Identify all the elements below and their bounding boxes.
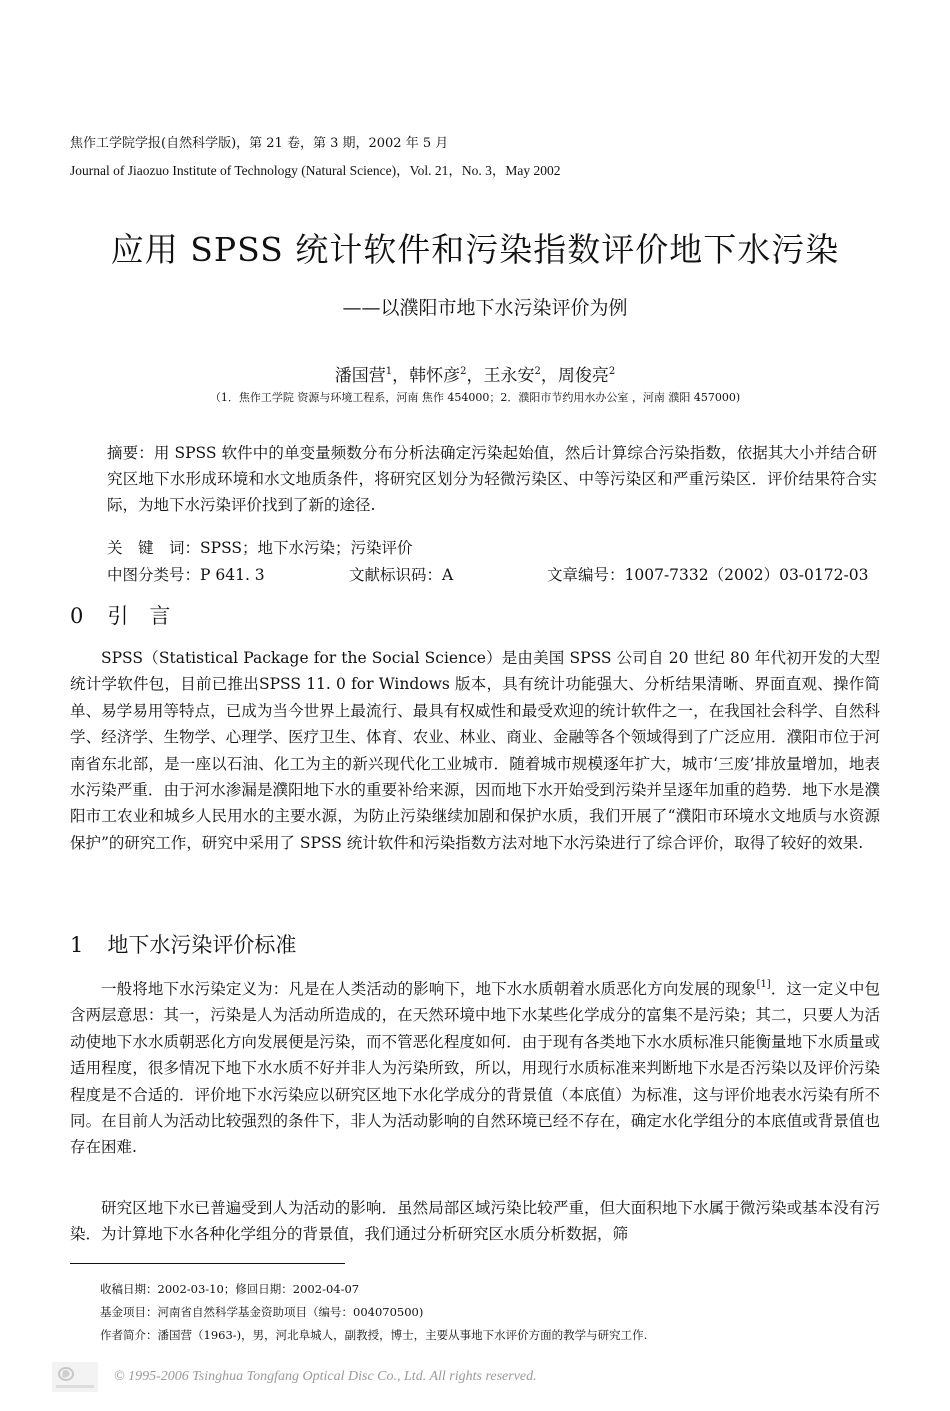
article-subtitle: ——以濮阳市地下水污染评价为例 [342,297,628,319]
paragraph: SPSS（Statistical Package for the Social Science）是由美国 SPSS 公司自 20 世纪 80 年代初开发的大型统计学软件包，目前已推出SPSS 11. 0 for Windows 版本，具有统计功能强大、分析结果清晰、界面直观、操作简单、易学易用等特点，已成为当今世界上最流行、最具有权威性和最受欢迎的统计软件之一，在我国社会科学、自然科学、经济学、生物学、心理学、医疗卫生、体育、农业、林业、商业、金融等各个领域得到了广泛应用．濮阳市位于河南省东北部，是一座以石油、化工为主的新兴现代化工业城市．随着城市规模逐年扩大，城市‘三废’排放量增加，地表水污染严重．由于河水渗漏是濮阳地下水的重要补给来源，因而地下水开始受到污染并呈逐年加重的趋势．地下水是濮阳市工农业和城乡人民用水的主要水源，为防止污染继续加剧和保护水质，我们开展了“濮阳市环境水文地质与水资源保护”的研究工作，研究中采用了 SPSS 统计软件和污染指数方法对地下水污染进行了综合评价，取得了较好的效果. [70,649,880,852]
author-affiliation-mark: 2 [608,366,616,377]
keywords [107,535,877,561]
paragraph-text: ．这一定义中包含两层意思：其一，污染是人为活动所造成的，在天然环境中地下水某些化学成分的富集不是污染；其二，只要人为活动使地下水水质朝恶化方向发展便是污染，而不管恶化程度如何．由于现有各类地下水水质标准只能衡量地下水质量或适用程度，很多情况下地下水水质不好并非人为污染所致，所以，用现行水质标准来判断地下水是否污染以及评价污染程度是不合适的．评价地下水污染应以研究区地下水化学成分的背景值（本底值）为标准，这与评价地表水污染有所不同。在目前人为活动比较强烈的条件下，非人为活动影响的自然环境已经不存在，确定水化学组分的本底值或背景值也存在困难. [70,980,880,1157]
author-name: 王永安 [483,366,535,386]
footnote-divider [70,1263,345,1264]
journal-header-chinese: 焦作工学院学报(自然科学版)，第 21 卷，第 3 期，2002 年 5 月 [70,136,449,151]
section-heading-introduction [70,601,170,631]
publisher-logo-icon [52,1362,98,1392]
section-heading-standards [70,930,296,960]
section-number: 1 [70,933,84,957]
abstract [107,440,877,518]
article-title: 应用 SPSS 统计软件和污染指数评价地下水污染 [110,230,840,269]
citation-reference: [1] [756,979,771,990]
author-affiliation-mark: 1 [385,366,393,377]
clc-number: 中图分类号：P 641. 3 [107,566,265,584]
affiliations: （1．焦作工学院 资源与环境工程系，河南 焦作 454000；2．濮阳市节约用水办公室 ，河南 濮阳 457000) [209,391,741,404]
footnote-fund: 基金项目：河南省自然科学基金资助项目（编号：004070500) [100,1305,424,1319]
abstract-text: 用 SPSS 软件中的单变量频数分布分析法确定污染起始值，然后计算综合污染指数，依据其大小并结合研究区地下水形成环境和水文地质条件，将研究区划分为轻微污染区、中等污染区和严重污染区．评价结果符合实际，为地下水污染评价找到了新的途径. [107,444,877,514]
author-name: 周俊亮 [557,366,609,386]
article-number: 文章编号：1007-7332（2002）03-0172-03 [547,566,869,584]
author-name: 潘国营 [334,366,386,386]
author-affiliation-mark: 2 [534,366,541,377]
document-code: 文献标识码：A [349,566,454,584]
paragraph-text: 一般将地下水污染定义为：凡是在人类活动的影响下，地下水水质朝着水质恶化方向发展的现象 [101,980,757,998]
abstract-label: 摘要： [107,444,154,462]
keywords-text: SPSS；地下水污染；污染评价 [200,539,413,557]
journal-header-english: Journal of Jiaozuo Institute of Technology (Natural Science)，Vol. 21，No. 3，May 2002 [70,163,561,178]
paragraph [70,972,880,1161]
copyright-notice: © 1995-2006 Tsinghua Tongfang Optical Disc Co., Ltd. All rights reserved. [114,1369,537,1384]
author-separator: ， [392,366,410,386]
footnote-author-bio: 作者简介：潘国营（1963-)，男，河北阜城人，副教授，博士，主要从事地下水评价方面的教学与研究工作. [100,1328,648,1342]
footnote-received-date: 收稿日期：2002-03-10；修回日期：2002-04-07 [100,1282,360,1296]
author-separator: ， [540,366,558,386]
paragraph: 研究区地下水已普遍受到人为活动的影响．虽然局部区域污染比较严重，但大面积地下水属于微污染或基本没有污染．为计算地下水各种化学组分的背景值，我们通过分析研究区水质分析数据，筛 [70,1199,880,1244]
section-title: 地下水污染评价标准 [107,933,297,957]
author-list [0,359,950,389]
section-title: 引 言 [107,604,171,628]
author-separator: ， [466,366,484,386]
author-affiliation-mark: 2 [460,366,467,377]
section-number: 0 [70,604,84,628]
keywords-label: 关 键 词： [107,539,201,557]
author-name: 韩怀彦 [409,366,461,386]
